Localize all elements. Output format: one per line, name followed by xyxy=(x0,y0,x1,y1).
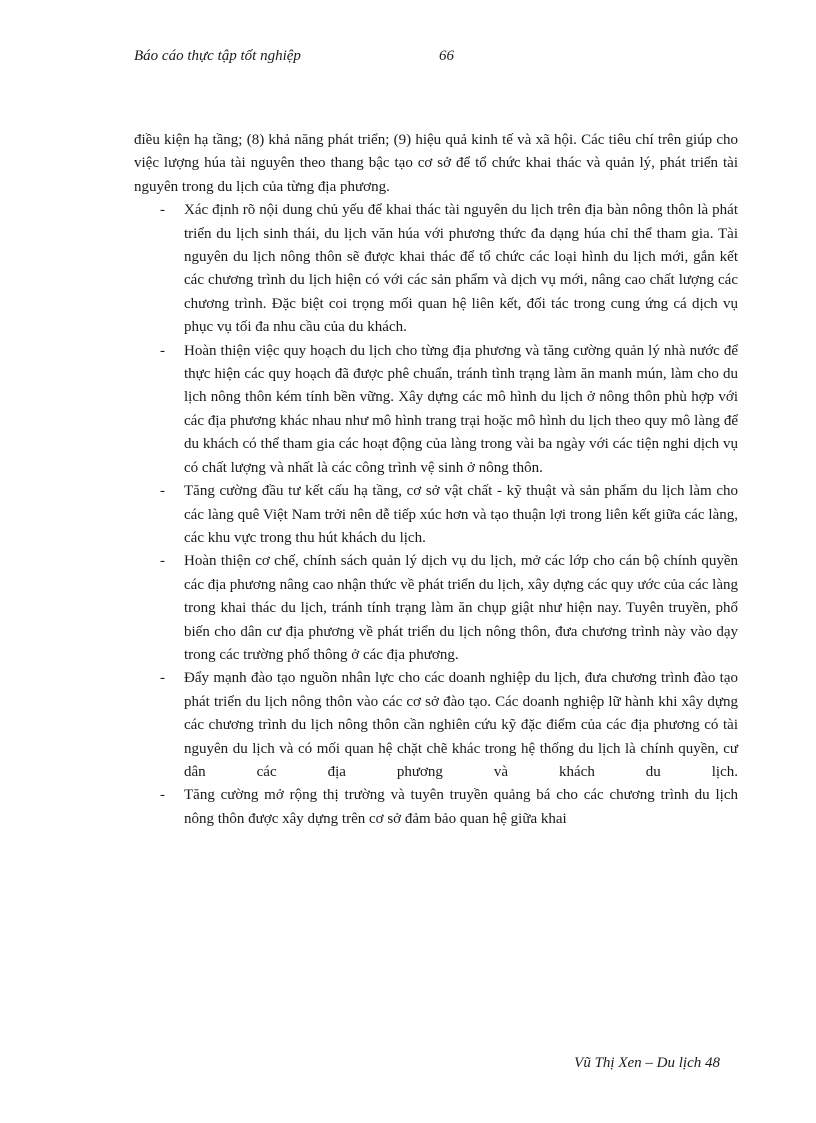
intro-paragraph: điều kiện hạ tầng; (8) khả năng phát triển; (9) hiệu quả kinh tế và xã hội. Các tiêu chí trên giúp cho việc lượng húa tài nguyên theo thang bậc tạo cơ sở để tổ chức khai thác và quản lý, phát triển tài nguyên trong du lịch của từng địa phương. xyxy=(134,132,738,195)
bullet-dash: - xyxy=(160,483,165,500)
list-item-text: Hoàn thiện cơ chế, chính sách quản lý dịch vụ du lịch, mở các lớp cho cán bộ chính quyền các địa phương nâng cao nhận thức về phát triển du lịch, xây dựng các quy ước của các làng trong khai thác du lịch, tránh tính trạng làm ăn chụp giật như hiện nay. Tuyên truyền, phổ biến cho dân cư địa phương về phát triển du lịch nông thôn, đưa chương trình này vào dạy trong các trường phổ thông ở các địa phương. xyxy=(184,553,739,663)
body-content xyxy=(134,129,738,831)
list-item xyxy=(134,784,738,831)
page-footer: Vũ Thị Xen – Du lịch 48 xyxy=(574,1055,720,1071)
report-title: Báo cáo thực tập tốt nghiệp xyxy=(134,48,301,64)
list-item-text: Đẩy mạnh đào tạo nguồn nhân lực cho các doanh nghiệp du lịch, đưa chương trình đào tạo phát triển du lịch nông thôn vào các cơ sở đào tạo. Các doanh nghiệp lữ hành khi xây dựng các chương trình du lịch nông thôn cần nghiên cứu kỹ đặc điểm của các địa phương có tài nguyên du lịch và có mối quan hệ chặt chẽ khác trong hệ thống du lịch là chính quyền, cư dân các địa phương và khách du lịch. xyxy=(184,670,738,780)
bullet-dash: - xyxy=(160,202,165,219)
list-item xyxy=(134,340,738,480)
bullet-dash: - xyxy=(160,787,165,804)
list-item-text: Tăng cường đầu tư kết cấu hạ tầng, cơ sở vật chất - kỹ thuật và sản phẩm du lịch làm cho các làng quê Việt Nam trởi nên dễ tiếp xúc hơn và tạo thuận lợi trong liên kết giữa các làng, các khu vực trong thu hút khách du lịch. xyxy=(184,483,738,546)
list-item-text: Hoàn thiện việc quy hoạch du lịch cho từng địa phương và tăng cường quản lý nhà nước để thực hiện các quy hoạch đã được phê chuẩn, tránh tình trạng làm ăn manh mún, làm cho du lịch nông thôn kém tính bền vững. Xây dựng các mô hình du lịch ở nông thôn phù hợp với các địa phương khác nhau như mô hình trang trại hoặc mô hình du lịch theo quy mô làng để du khách có thể tham gia các hoạt động của làng trong vài ba ngày với các tiện nghi dịch vụ có chất lượng và nhất là các công trình vệ sinh ở nông thôn. xyxy=(184,342,738,476)
list-item xyxy=(134,550,738,667)
recommendation-list xyxy=(134,199,738,831)
bullet-dash: - xyxy=(160,670,165,687)
list-item xyxy=(134,480,738,550)
list-item-text: Tăng cường mở rộng thị trường và tuyên truyền quảng bá cho các chương trình du lịch nông thôn được xây dựng trên cơ sở đảm bảo quan hệ giữa khai xyxy=(184,787,738,827)
bullet-dash: - xyxy=(160,553,165,570)
list-item xyxy=(134,667,738,784)
page-number: 66 xyxy=(439,48,454,64)
list-item-text: Xác định rõ nội dung chủ yếu để khai thác tài nguyên du lịch trên địa bàn nông thôn là phát triển du lịch sinh thái, du lịch văn húa với phương thức đa dạng húa chỉ thể tham gia. Tài nguyên du lịch nông thôn sẽ được khai thác để tổ chức các loại hình du lịch mới, gắn kết các chương trình du lịch hiện có với các sản phẩm và dịch vụ mới, nâng cao chất lượng các chương trình. Đặc biệt coi trọng mối quan hệ liên kết, đối tác trong cung ứng cá dịch vụ phục vụ tối đa nhu cầu của du khách. xyxy=(184,202,738,336)
list-item xyxy=(134,199,738,339)
bullet-dash: - xyxy=(160,342,165,359)
page-header xyxy=(134,48,734,70)
